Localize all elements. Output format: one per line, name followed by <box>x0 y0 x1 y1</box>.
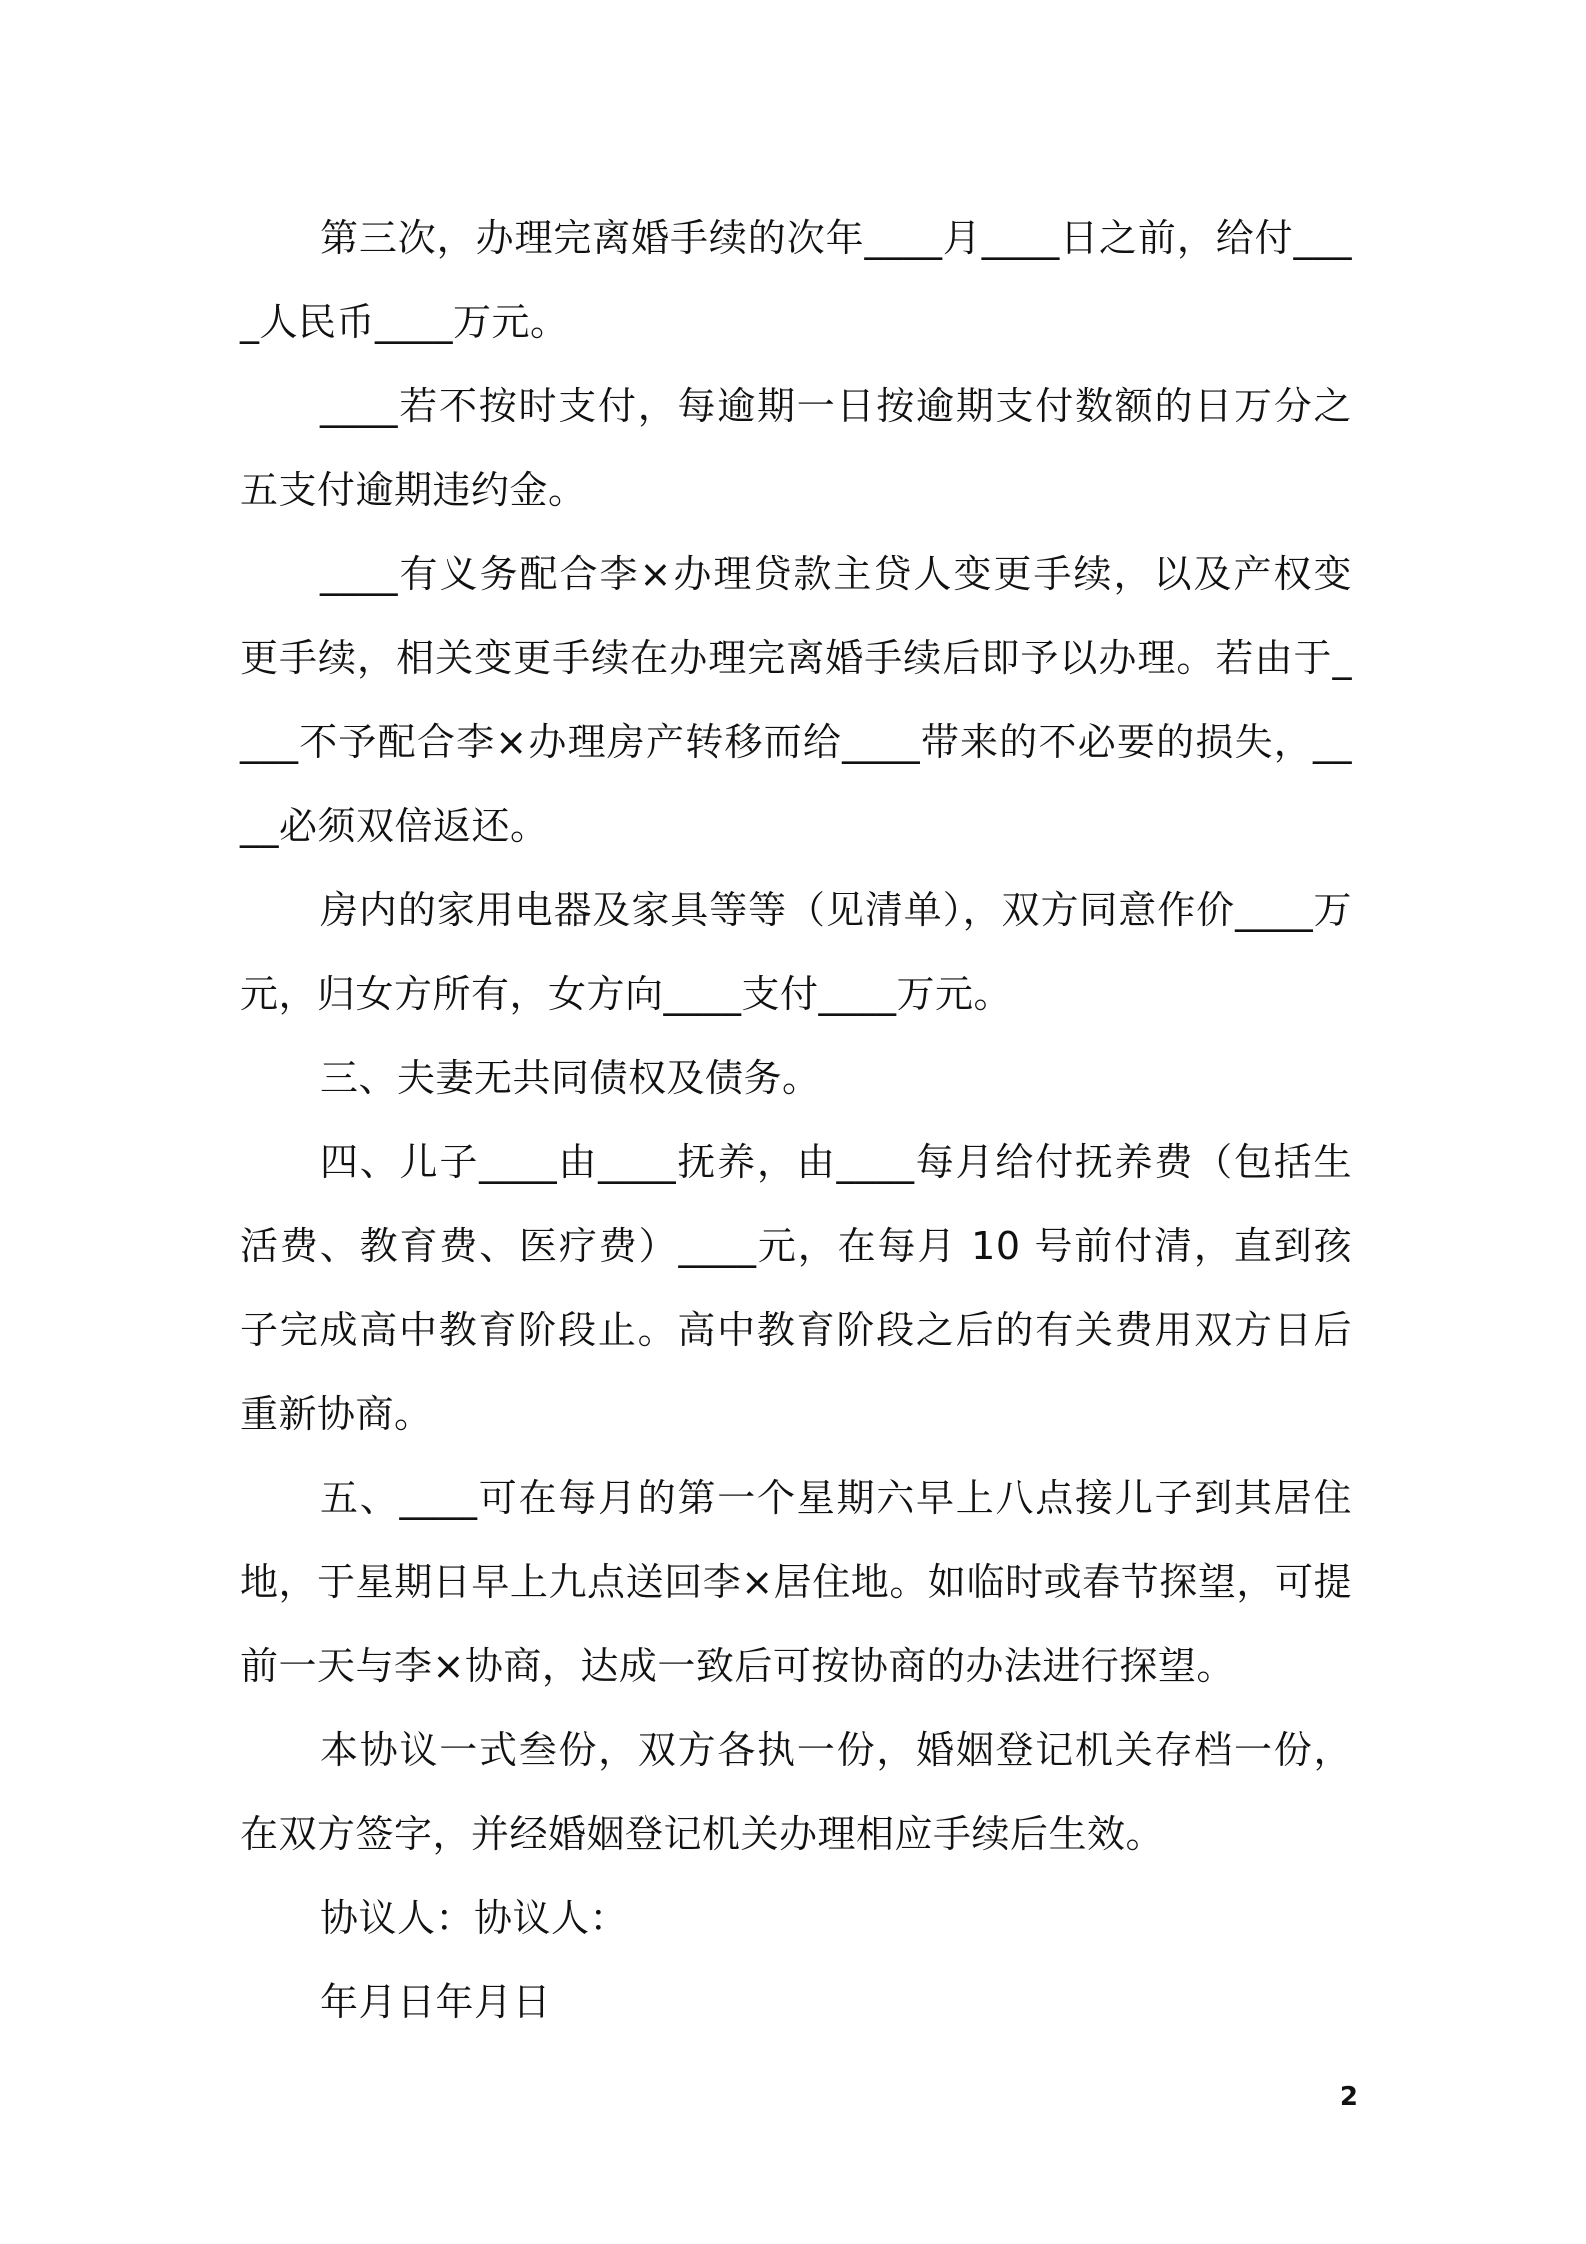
paragraph-appliances: 房内的家用电器及家具等等（见清单），双方同意作价____万元，归女方所有，女方向____支付____万元。 <box>240 888 1352 1016</box>
paragraph-late-penalty: ____若不按时支付，每逾期一日按逾期支付数额的日万分之五支付逾期违约金。 <box>240 384 1352 512</box>
paragraph-signatories: 协议人：协议人： <box>320 1896 629 1940</box>
paragraph-copies: 本协议一式叁份，双方各执一份，婚姻登记机关存档一份，在双方签字，并经婚姻登记机关办理相应手续后生效。 <box>240 1728 1352 1856</box>
paragraph-clause-four: 四、儿子____由____抚养，由____每月给付抚养费（包括生活费、教育费、医疗费）____元，在每月 10 号前付清，直到孩子完成高中教育阶段止。高中教育阶段之后的有关费用双方日后重新协商。 <box>240 1140 1352 1436</box>
document-body <box>240 196 1352 2044</box>
paragraph-loan-transfer: ____有义务配合李×办理贷款主贷人变更手续，以及产权变更手续，相关变更手续在办理完离婚手续后即予以办理。若由于____不予配合李×办理房产转移而给____带来的不必要的损失，____必须双倍返还。 <box>240 552 1352 848</box>
paragraph-clause-five: 五、____可在每月的第一个星期六早上八点接儿子到其居住地，于星期日早上九点送回李×居住地。如临时或春节探望，可提前一天与李×协商，达成一致后可按协商的办法进行探望。 <box>240 1476 1352 1688</box>
paragraph-third-payment: 第三次，办理完离婚手续的次年____月____日之前，给付____人民币____万元。 <box>240 216 1352 344</box>
paragraph-dates: 年月日年月日 <box>320 1980 552 2024</box>
paragraph-clause-three: 三、夫妻无共同债权及债务。 <box>320 1056 821 1100</box>
page-number: 2 <box>1339 2082 1358 2112</box>
